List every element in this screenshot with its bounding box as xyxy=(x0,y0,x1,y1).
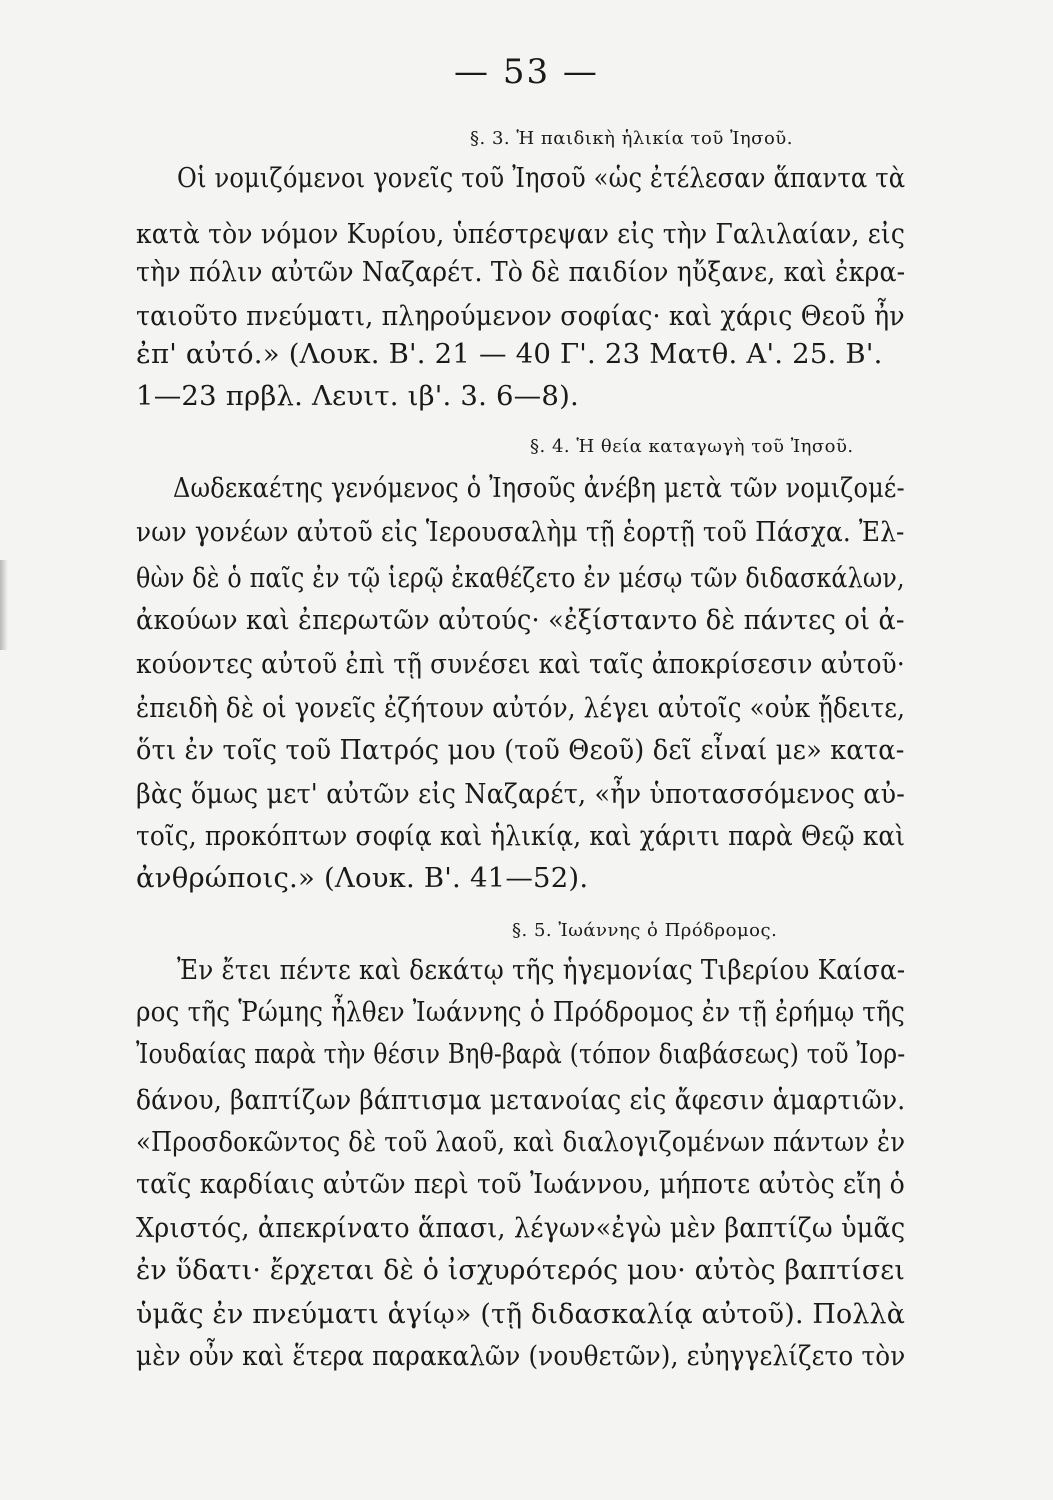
text-line: Ἰουδαίας παρὰ τὴν θέσιν Βηθ-βαρὰ (τόπον διαβάσεως) τοῦ Ἰορ- xyxy=(136,1038,906,1070)
text-line: «Προσδοκῶντος δὲ τοῦ λαοῦ, καὶ διαλογιζομένων πάντων ἐν xyxy=(136,1126,906,1158)
scan-edge-smudge xyxy=(0,560,8,650)
text-line: τοῖς, προκόπτων σοφίᾳ καὶ ἡλικίᾳ, καὶ χάριτι παρὰ Θεῷ καὶ xyxy=(136,820,906,852)
text-line: μὲν οὖν καὶ ἕτερα παρακαλῶν (νουθετῶν), εὐηγγελίζετο τὸν xyxy=(136,1340,906,1372)
section-heading: §. 5. Ἰωάννης ὁ Πρόδρομος. xyxy=(512,920,778,941)
text-line: Δωδεκαέτης γενόμενος ὁ Ἰησοῦς ἀνέβη μετὰ τῶν νομιζομέ- xyxy=(173,472,905,504)
text-line: ἐπ' αὐτό.» (Λουκ. Β'. 21 — 40 Γ'. 23 Ματθ. Α'. 25. Β'. xyxy=(136,338,883,370)
text-line: δάνου, βαπτίζων βάπτισμα μετανοίας εἰς ἄφεσιν ἁμαρτιῶν. xyxy=(136,1084,906,1116)
text-line: ὅτι ἐν τοῖς τοῦ Πατρός μου (τοῦ Θεοῦ) δεῖ εἶναί με» κατα- xyxy=(136,734,905,766)
text-line: Ἐν ἔτει πέντε καὶ δεκάτῳ τῆς ἡγεμονίας Τιβερίου Καίσα- xyxy=(177,954,906,986)
text-line: νων γονέων αὐτοῦ εἰς Ἱερουσαλὴμ τῇ ἑορτῇ τοῦ Πάσχα. Ἐλ- xyxy=(136,516,905,548)
text-line: κούοντες αὐτοῦ ἐπὶ τῇ συνέσει καὶ ταῖς ἀποκρίσεσιν αὐτοῦ· xyxy=(136,648,905,680)
text-line: ρος τῆς Ῥώμης ἦλθεν Ἰωάννης ὁ Πρόδρομος ἐν τῇ ἐρήμῳ τῆς xyxy=(136,996,905,1028)
text-line: βὰς ὅμως μετ' αὐτῶν εἰς Ναζαρέτ, «ἦν ὑποτασσόμενος αὐ- xyxy=(136,778,905,810)
section-heading: §. 3. Ἡ παιδικὴ ἡλικία τοῦ Ἰησοῦ. xyxy=(470,128,793,149)
page-number: — 53 — xyxy=(454,52,599,92)
text-line: ταιοῦτο πνεύματι, πληρούμενον σοφίας· καὶ χάρις Θεοῦ ἦν xyxy=(136,300,905,332)
text-line: ταῖς καρδίαις αὐτῶν περὶ τοῦ Ἰωάννου, μήποτε αὐτὸς εἴη ὁ xyxy=(136,1168,906,1200)
text-line: κατὰ τὸν νόμον Κυρίου, ὑπέστρεψαν εἰς τὴν Γαλιλαίαν, εἰς xyxy=(136,218,906,250)
text-line: ἐν ὕδατι· ἔρχεται δὲ ὁ ἰσχυρότερός μου· αὐτὸς βαπτίσει xyxy=(136,1254,906,1286)
text-line: ἀνθρώποις.» (Λουκ. Β'. 41—52). xyxy=(136,862,589,894)
text-line: τὴν πόλιν αὐτῶν Ναζαρέτ. Τὸ δὲ παιδίον ηὔξανε, καὶ ἐκρα- xyxy=(136,256,906,288)
section-heading: §. 4. Ἡ θεία καταγωγὴ τοῦ Ἰησοῦ. xyxy=(530,436,854,457)
text-line: Οἱ νομιζόμενοι γονεῖς τοῦ Ἰησοῦ «ὡς ἐτέλεσαν ἅπαντα τὰ xyxy=(177,162,906,194)
text-line: 1—23 πρβλ. Λευιτ. ιβ'. 3. 6—8). xyxy=(136,380,579,412)
text-line: ὑμᾶς ἐν πνεύματι ἁγίῳ» (τῇ διδασκαλίᾳ αὐτοῦ). Πολλὰ xyxy=(136,1298,906,1330)
text-line: θὼν δὲ ὁ παῖς ἐν τῷ ἱερῷ ἐκαθέζετο ἐν μέσῳ τῶν διδασκάλων, xyxy=(136,562,905,594)
text-line: ἀκούων καὶ ἐπερωτῶν αὐτούς· «ἐξίσταντο δὲ πάντες οἱ ἀ- xyxy=(136,604,905,636)
text-line: Χριστός, ἀπεκρίνατο ἅπασι, λέγων«ἐγὼ μὲν βαπτίζω ὑμᾶς xyxy=(136,1212,906,1244)
text-line: ἐπειδὴ δὲ οἱ γονεῖς ἐζήτουν αὐτόν, λέγει αὐτοῖς «οὐκ ᾔδειτε, xyxy=(136,692,906,724)
